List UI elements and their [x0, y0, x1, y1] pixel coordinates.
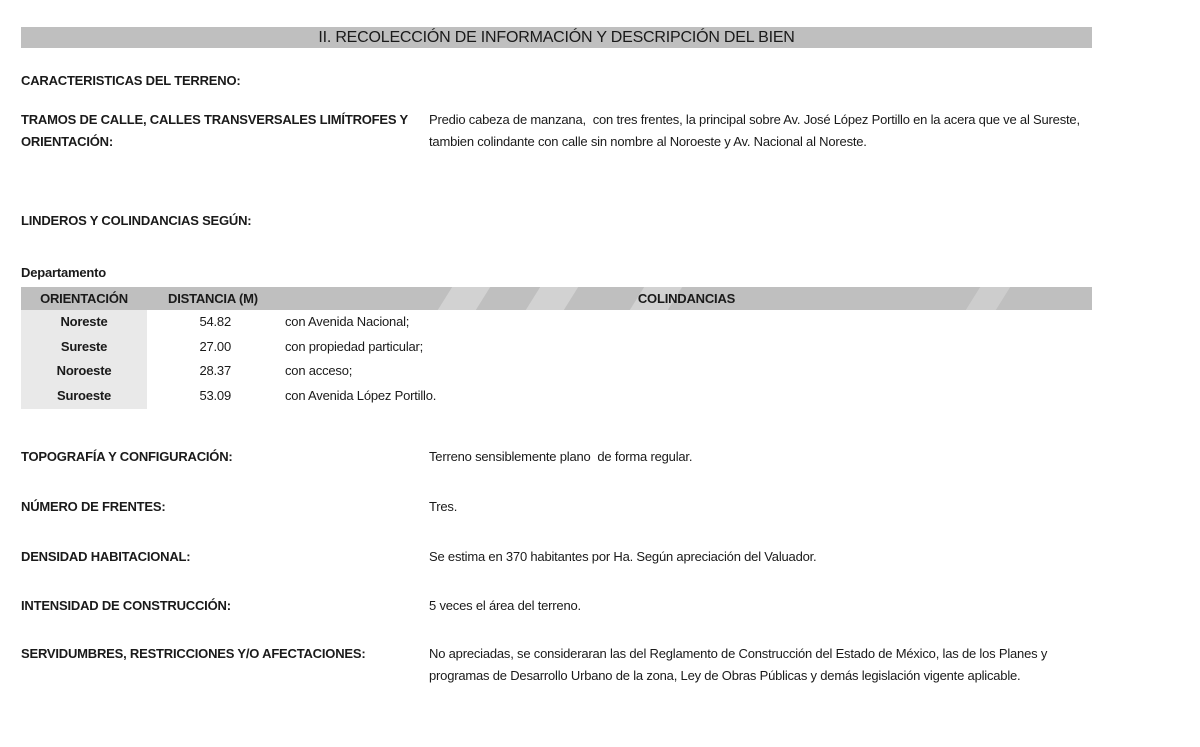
field-label-densidad: DENSIDAD HABITACIONAL:	[21, 549, 191, 564]
field-value-servidumbres: No apreciadas, se consideraran las del Reglamento de Construcción del Estado de México, las de los Planes y programas de Desarrollo Urbano de la zona, Ley de Obras Públicas y demás legislación vigente aplicable.	[429, 646, 1051, 683]
cell-orientacion: Noroeste	[21, 359, 147, 384]
linderos-heading: LINDEROS Y COLINDANCIAS SEGÚN:	[21, 213, 252, 228]
table-row	[21, 335, 1092, 360]
header-cell-colindancias: COLINDANCIAS	[637, 291, 736, 306]
field-label-topografia: TOPOGRAFÍA Y CONFIGURACIÓN:	[21, 449, 233, 464]
field-value-intensidad: 5 veces el área del terreno.	[429, 598, 581, 613]
table-row	[21, 384, 1092, 409]
cell-orientacion: Noreste	[21, 310, 147, 335]
table-row	[21, 359, 1092, 384]
cell-orientacion: Sureste	[21, 335, 147, 360]
section-title-bar	[21, 27, 1092, 48]
section-title: II. RECOLECCIÓN DE INFORMACIÓN Y DESCRIPCIÓN DEL BIEN	[318, 29, 795, 46]
field-value-frentes: Tres.	[429, 499, 458, 514]
cell-distancia: 28.37	[199, 363, 231, 379]
field-label-servidumbres: SERVIDUMBRES, RESTRICCIONES Y/O AFECTACIONES:	[21, 646, 366, 661]
table-row	[21, 310, 1092, 335]
header-cell-distancia: DISTANCIA (M)	[168, 291, 258, 306]
table-caption: Departamento	[21, 265, 107, 280]
field-label-frentes: NÚMERO DE FRENTES:	[21, 499, 166, 514]
field-label-tramos: TRAMOS DE CALLE, CALLES TRANSVERSALES LIMÍTROFES Y ORIENTACIÓN:	[21, 112, 408, 149]
field-value-topografia: Terreno sensiblemente plano de forma regular.	[429, 449, 693, 464]
table-header-row	[21, 287, 1092, 310]
cell-distancia: 27.00	[199, 338, 231, 354]
field-value-densidad: Se estima en 370 habitantes por Ha. Según apreciación del Valuador.	[429, 549, 817, 564]
subsection-heading: CARACTERISTICAS DEL TERRENO:	[21, 73, 241, 88]
field-label-intensidad: INTENSIDAD DE CONSTRUCCIÓN:	[21, 598, 231, 613]
cell-colindancia: con Avenida López Portillo.	[285, 388, 437, 404]
cell-orientacion: Suroeste	[21, 384, 147, 409]
cell-colindancia: con Avenida Nacional;	[285, 314, 410, 329]
header-cell-orientacion: ORIENTACIÓN	[40, 291, 128, 306]
colindancias-table	[21, 287, 1092, 409]
cell-colindancia: con acceso;	[285, 363, 353, 379]
field-value-tramos: Predio cabeza de manzana, con tres frentes, la principal sobre Av. José López Portillo en la acera que ve al Sureste, tambien colindante con calle sin nombre al Noroeste y Av. Nacional al Noreste.	[429, 112, 1084, 149]
cell-colindancia: con propiedad particular;	[285, 338, 424, 354]
cell-distancia: 53.09	[199, 388, 231, 404]
cell-distancia: 54.82	[199, 314, 231, 329]
